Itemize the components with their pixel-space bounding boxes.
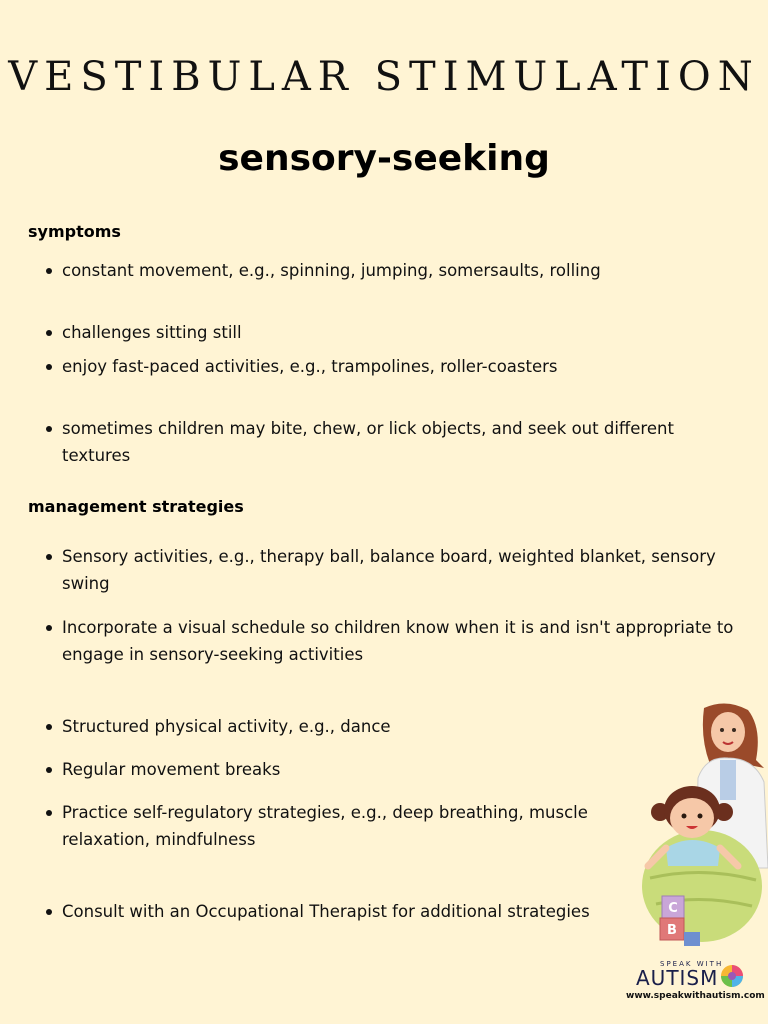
list-item: Practice self-regulatory strategies, e.g., deep breathing, muscle xyxy=(44,799,588,826)
list-item: Sensory activities, e.g., therapy ball, balance board, weighted blanket, sensory xyxy=(44,543,716,570)
logo-autism-text: AUTISM xyxy=(636,966,719,990)
list-item: Structured physical activity, e.g., dance xyxy=(44,713,391,740)
list-item: Regular movement breaks xyxy=(44,756,280,783)
speak-with-autism-logo xyxy=(620,958,765,1008)
rainbow-brain-icon xyxy=(720,964,744,988)
therapist-child-illustration xyxy=(636,698,768,948)
management-heading: management strategies xyxy=(28,497,244,516)
block-b-label: B xyxy=(667,923,677,938)
list-item: challenges sitting still xyxy=(44,319,242,346)
list-item: Incorporate a visual schedule so children know when it is and isn't appropriate to xyxy=(44,614,733,641)
logo-speak-text: SPEAK WITH xyxy=(660,960,724,968)
page-subtitle: sensory-seeking xyxy=(218,138,550,179)
block-c-label: C xyxy=(668,901,678,916)
symptoms-heading: symptoms xyxy=(28,222,121,241)
list-item: sometimes children may bite, chew, or lick objects, and seek out different xyxy=(44,415,674,442)
list-item-continuation: engage in sensory-seeking activities xyxy=(62,645,364,664)
list-item: constant movement, e.g., spinning, jumping, somersaults, rolling xyxy=(44,257,601,284)
list-item-continuation: relaxation, mindfulness xyxy=(62,830,256,849)
list-item: enjoy fast-paced activities, e.g., trampolines, roller-coasters xyxy=(44,353,558,380)
list-item-continuation: textures xyxy=(62,446,131,465)
page-title: VESTIBULAR STIMULATION xyxy=(8,54,760,100)
list-item: Consult with an Occupational Therapist for additional strategies xyxy=(44,898,590,925)
logo-url[interactable]: www.speakwithautism.com xyxy=(626,991,765,1001)
list-item-continuation: swing xyxy=(62,574,110,593)
